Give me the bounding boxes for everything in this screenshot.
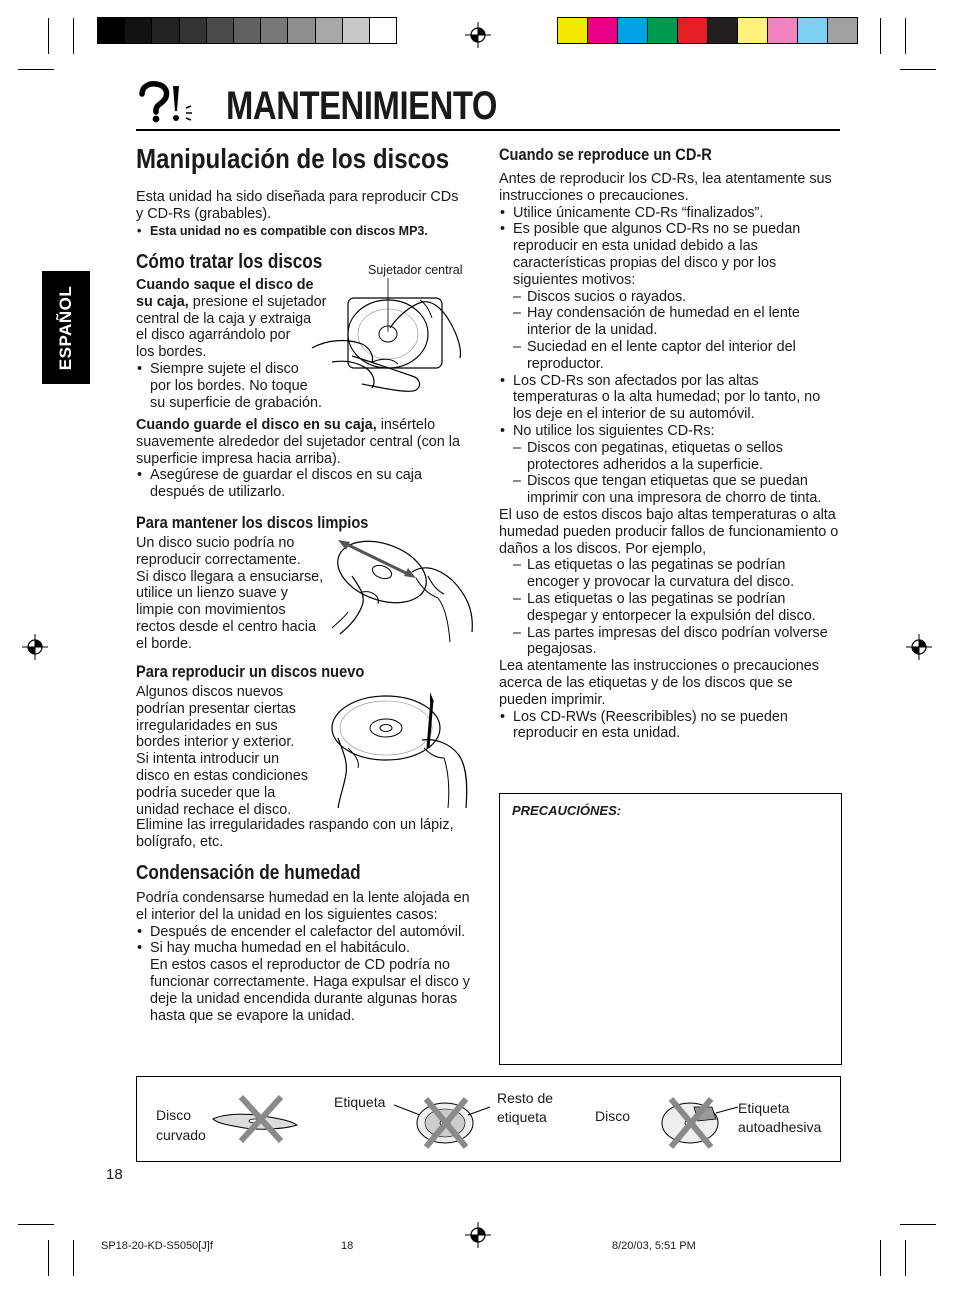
color-calibration-bar: [557, 17, 858, 44]
label-sticker-line2: autoadhesiva: [738, 1119, 822, 1135]
registration-mark-right: [906, 634, 932, 660]
language-tab: [42, 271, 90, 384]
precautions-box: [499, 793, 842, 1065]
page-title: MANTENIMIENTO: [226, 84, 498, 128]
gray-swatch: [316, 18, 343, 43]
cdr-d3-text: Suciedad en el lente captor del interior del reproductor.: [527, 338, 796, 372]
gray-swatch: [125, 18, 152, 43]
sticker-disc-icon: [634, 1091, 744, 1151]
gray-swatch: [343, 18, 370, 43]
color-swatch: [588, 18, 618, 43]
label-curved-disc-line1: Disco: [156, 1107, 192, 1123]
gray-swatch: [152, 18, 179, 43]
condensation-intro: Podría condensarse humedad en la lente alojada en el interior del la unidad en los siguientes casos:: [136, 890, 470, 923]
cdr-d5: – Discos que tengan etiquetas que se puedan imprimir con una impresora de chorro de tinta.: [513, 473, 822, 507]
cdr-heading: Cuando se reproduce un CD-R: [499, 145, 712, 164]
registration-mark-top: [465, 22, 491, 48]
title-divider: [136, 129, 840, 131]
new-disc-line: podría suceder que la: [136, 784, 276, 801]
intro-text: Esta unidad ha sido diseñada para reproducir CDs y CD-Rs (grabables).: [136, 189, 459, 222]
gray-calibration-bar: [97, 17, 397, 44]
new-disc-line: Algunos discos nuevos: [136, 684, 284, 700]
cdr-d8: – Las partes impresas del disco podrían volverse pegajosas.: [513, 624, 828, 658]
cdr-b1: • Utilice únicamente CD-Rs “finalizados”.: [499, 205, 841, 222]
label-label: Etiqueta: [334, 1094, 386, 1110]
label-residue-line2: etiqueta: [497, 1109, 547, 1125]
color-swatch: [618, 18, 648, 43]
new-disc-line: bordes interior y exterior.: [136, 734, 295, 751]
color-swatch: [768, 18, 798, 43]
condensation-bullet1: • Después de encender el calefactor del automóvil.: [136, 924, 481, 941]
cdr-text: [499, 171, 841, 742]
gray-swatch: [261, 18, 288, 43]
condensation-bullet2: • Si hay mucha humedad en el habitáculo.: [136, 940, 481, 957]
store-bullet: • Asegúrese de guardar el discos en su caja después de utilizarlo.: [136, 467, 476, 501]
clean-heading: Para mantener los discos limpios: [136, 513, 369, 532]
intro-block: [136, 189, 466, 239]
bullet1-line2: por los bordes. No toque: [150, 377, 308, 394]
cdr-d7: – Las etiquetas o las pegatinas se podrían despegar y entorpecer la expulsión del disco.: [513, 590, 816, 624]
remove-line2-rest: presione el sujetador: [188, 293, 327, 310]
label-curved-disc: [156, 1105, 206, 1145]
remove-line5: los bordes.: [136, 344, 207, 361]
figure-label-center-holder: Sujetador central: [368, 263, 463, 277]
new-disc-line: disco en estas condiciones: [136, 767, 308, 784]
cdr-d7-text: Las etiquetas o las pegatinas se podrían despegar y entorpecer la expulsión del disco.: [527, 590, 816, 624]
intro-bullet: • Esta unidad no es compatible con discos MP3.: [136, 223, 466, 240]
new-disc-heading: Para reproducir un discos nuevo: [136, 662, 365, 681]
disc-removal-illustration: [312, 278, 472, 403]
gray-swatch: [370, 18, 396, 43]
label-sticker: [738, 1099, 821, 1137]
precautions-title: PRECAUCIÓNES:: [512, 803, 622, 818]
label-curved-disc-line2: curvado: [156, 1127, 206, 1143]
store-rest: insértelo suavemente alrededor del sujetador central (con la superficie impresa hacia arriba).: [136, 417, 460, 467]
clean-line: reproducir correctamente.: [136, 551, 301, 568]
cdr-b3: • Los CD-Rs son afectados por las altas temperaturas o la alta humedad; por lo tanto, no los deje en el interior de su automóvil.: [499, 373, 841, 423]
remove-line1: Cuando saque el disco de: [136, 277, 314, 293]
cdr-b5: • Los CD-RWs (Reescribibles) no se pueden reproducir en esta unidad.: [499, 709, 841, 743]
disc-scraping-illustration: [332, 688, 477, 810]
new-disc-line: unidad rechace el disco.: [136, 801, 292, 818]
cdr-d1: – Discos sucios o rayados.: [513, 288, 687, 305]
remove-line4: el disco agarrándolo por: [136, 327, 291, 344]
cdr-d4-text: Discos con pegatinas, etiquetas o sellos protectores adheridos a la superficie.: [527, 439, 783, 473]
clean-line: utilice un lienzo suave y: [136, 585, 288, 602]
condensation-after: En estos casos el reproductor de CD podría no funcionar correctamente. Haga expulsar el disco y deje la unidad encendida durante algunas horas hasta que se evapore la unidad.: [150, 957, 470, 1024]
new-disc-text: [136, 684, 336, 818]
gray-swatch: [180, 18, 207, 43]
registration-mark-bottom: [465, 1222, 491, 1248]
clean-line: Si disco llegara a ensuciarse,: [136, 568, 324, 585]
cdr-d6: – Las etiquetas o las pegatinas se podrían encoger y provocar la curvatura del disco.: [513, 557, 795, 591]
color-swatch: [648, 18, 678, 43]
cdr-d5-text: Discos que tengan etiquetas que se puedan imprimir con una impresora de chorro de tinta.: [527, 473, 822, 507]
color-swatch: [708, 18, 738, 43]
label-label-residue: [497, 1089, 553, 1127]
color-swatch: [828, 18, 857, 43]
new-disc-line: podrían presentar ciertas: [136, 700, 296, 717]
bullet1-line3: su superficie de grabación.: [150, 394, 322, 411]
cdr-d3: – Suciedad en el lente captor del interior del reproductor.: [513, 338, 796, 372]
label-disc-icon: [390, 1091, 490, 1151]
clean-line: Un disco sucio podría no: [136, 535, 295, 551]
label-disc: Disco: [595, 1108, 631, 1124]
label-residue-line1: Resto de: [497, 1090, 554, 1106]
color-swatch: [678, 18, 708, 43]
remove-line3: central de la caja y extraiga: [136, 310, 312, 327]
new-disc-line: Si intenta introducir un: [136, 751, 280, 768]
language-tab-label: ESPAÑOL: [56, 285, 75, 370]
remove-line2-bold: su caja,: [136, 293, 189, 310]
cdr-b2: • Es posible que algunos CD-Rs no se puedan reproducir en esta unidad debido a las características propias del disco y por los siguientes motivos:: [499, 221, 841, 288]
condensation-heading: Condensación de humedad: [136, 862, 361, 884]
cdr-p1: Antes de reproducir los CD-Rs, lea atentamente sus instrucciones o precauciones.: [499, 171, 832, 204]
color-swatch: [738, 18, 768, 43]
clean-line: limpie con movimientos: [136, 602, 286, 619]
clean-text: [136, 535, 346, 653]
handling-heading: Cómo tratar los discos: [136, 251, 323, 273]
label-sticker-line1: Etiqueta: [738, 1100, 790, 1116]
gray-swatch: [288, 18, 315, 43]
color-swatch: [558, 18, 588, 43]
gray-swatch: [234, 18, 261, 43]
clean-line: el borde.: [136, 635, 193, 652]
cdr-d4: – Discos con pegatinas, etiquetas o sellos protectores adheridos a la superficie.: [513, 439, 783, 473]
new-disc-line: irregularidades en sus: [136, 717, 278, 734]
cdr-d1-text: Discos sucios o rayados.: [527, 288, 687, 305]
cdr-p3: Lea atentamente las instrucciones o precauciones acerca de las etiquetas y de los discos que se pueden imprimir.: [499, 658, 819, 708]
new-disc-tail: Elimine las irregularidades raspando con un lápiz, bolígrafo, etc.: [136, 817, 454, 850]
condensation-text: [136, 890, 481, 1024]
footer-date: 8/20/03, 5:51 PM: [612, 1240, 696, 1252]
gray-swatch: [207, 18, 234, 43]
cdr-p2: El uso de estos discos bajo altas temperaturas o alta humedad pueden producir fallos de funcionamiento o daños a los discos. Por ejemplo,: [499, 506, 839, 557]
footer-file: SP18-20-KD-S5050[J]f: [101, 1240, 213, 1252]
color-swatch: [798, 18, 828, 43]
gray-swatch: [98, 18, 125, 43]
cdr-d6-text: Las etiquetas o las pegatinas se podrían encoger y provocar la curvatura del disco.: [527, 557, 795, 591]
page-number: 18: [106, 1166, 123, 1183]
clean-line: rectos desde el centro hacia: [136, 618, 316, 635]
question-exclamation-icon: [136, 82, 196, 124]
footer-page: 18: [341, 1240, 354, 1252]
cdr-d2: – Hay condensación de humedad en el lente interior de la unidad.: [513, 305, 800, 339]
bullet1-line1: • Siempre sujete el disco: [136, 361, 351, 378]
cdr-d2-text: Hay condensación de humedad en el lente interior de la unidad.: [527, 305, 800, 339]
disc-cleaning-illustration: [332, 532, 482, 650]
section-title: Manipulación de los discos: [136, 143, 450, 174]
handling-store-text: [136, 417, 476, 501]
registration-mark-left: [22, 634, 48, 660]
disc-warning-figure: [136, 1076, 841, 1162]
store-bold: Cuando guarde el disco en su caja,: [136, 417, 377, 433]
curved-disc-icon: [211, 1091, 301, 1147]
cdr-d8-text: Las partes impresas del disco podrían volverse pegajosas.: [527, 624, 828, 658]
cdr-b4: • No utilice los siguientes CD-Rs:: [499, 423, 841, 440]
